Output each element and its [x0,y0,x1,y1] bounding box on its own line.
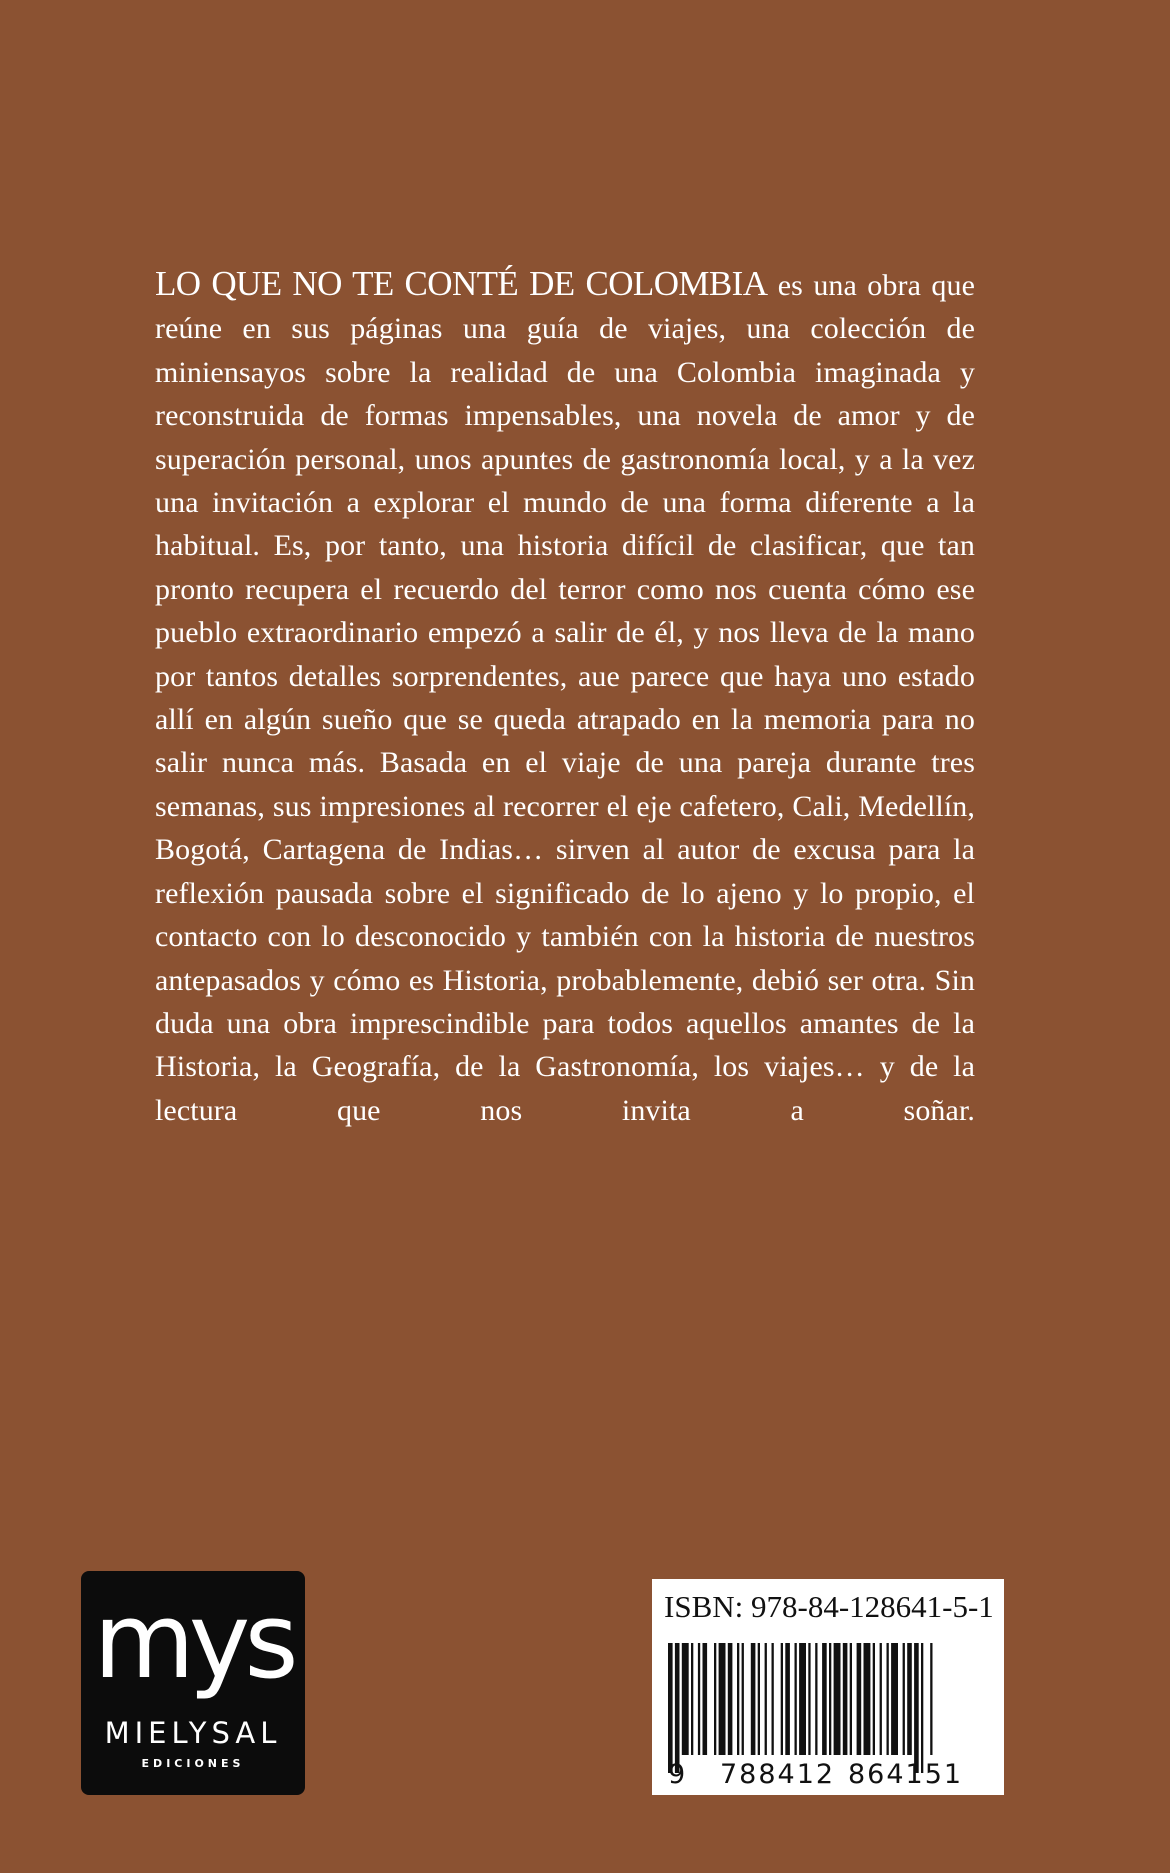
barcode-bar [843,1643,848,1755]
barcode-bar [772,1643,774,1755]
publisher-subtitle: EDICIONES [141,1757,245,1770]
barcode-bar [891,1643,898,1755]
barcode-bar [857,1643,862,1755]
barcode-bar [887,1643,889,1755]
barcode-bar [873,1643,875,1755]
barcode-bar [682,1643,689,1755]
blurb-text: es una obra que reúne en sus páginas una guía de viajes, una colección de miniensayos sobre la realidad de una Colombia imaginada y reconstruida de formas impensables, una novela de amor y de superación personal, unos apuntes de gastronomía local, y a la vez una invitación a explorar el mundo de una forma diferente a la habitual. Es, por tanto, una historia difícil de clasificar, que tan pronto recupera el recuerdo del terror como nos cuenta cómo ese pueblo extraordinario empezó a salir de él, y nos lleva de la mano por tantos detalles sorprendentes, aue parece que haya uno estado allí en algún sueño que se queda atrapado en la memoria para no salir nunca más. Basada en el viaje de una pareja durante tres semanas, sus impresiones al recorrer el eje cafetero, Cali, Medellín, Bogotá, Cartagena de Indias… sirven al autor de excusa para la reflexión pausada sobre el significado de lo ajeno y lo propio, el contacto con lo desconocido y también con la historia de nuestros antepasados y cómo es Historia, probablemente, debió ser otra. Sin duda una obra imprescindible para todos aquellos amantes de la Historia, la Geografía, de la Gastronomía, los viajes… y de la lectura que nos invita a soñar. [155,269,976,1127]
barcode-bar [815,1643,817,1755]
barcode-bar [758,1643,760,1755]
barcode-digit-first: 9 [668,1759,686,1790]
barcode-bar [714,1643,716,1755]
barcode-bar [751,1643,756,1755]
publisher-logo [81,1571,305,1795]
barcode-digits-right: 864151 [848,1759,964,1790]
book-title: LO QUE NO TE CONTÉ DE COLOMBIA [155,264,768,303]
barcode-bar [785,1643,790,1755]
barcode-bar [829,1643,831,1755]
barcode-digits-left: 788412 [720,1759,836,1790]
barcode-bar [880,1643,882,1755]
barcode-bar [728,1643,733,1755]
barcode-bar [719,1643,726,1755]
barcode-bar [930,1643,932,1755]
isbn-barcode [652,1579,1004,1795]
isbn-label: ISBN: 978-84-128641-5-1 [664,1589,994,1624]
barcode-bar [864,1643,871,1755]
barcode-bar [703,1643,708,1755]
barcode-bar [742,1643,744,1755]
barcode-bar [799,1643,806,1755]
barcode-bar [668,1643,673,1773]
barcode-bar [675,1643,680,1773]
barcode-bar [691,1643,693,1755]
barcode-bar [850,1643,852,1755]
barcode-bar [822,1643,827,1755]
blurb-paragraph [155,262,975,1132]
barcode-bar [765,1643,767,1755]
publisher-logo-mark: mys [93,1580,293,1702]
barcode-bar [808,1643,810,1755]
barcode-bar [921,1643,923,1773]
barcode-bar [903,1643,905,1755]
barcode-bar [834,1643,841,1755]
barcode-bar [737,1643,739,1755]
barcode-bar [907,1643,912,1755]
barcode-bar [698,1643,700,1755]
publisher-name: MIELYSAL [104,1716,282,1750]
barcode-bar [914,1643,919,1773]
barcode-bars [664,1643,994,1773]
barcode-bar [781,1643,783,1755]
barcode-bar [795,1643,797,1755]
